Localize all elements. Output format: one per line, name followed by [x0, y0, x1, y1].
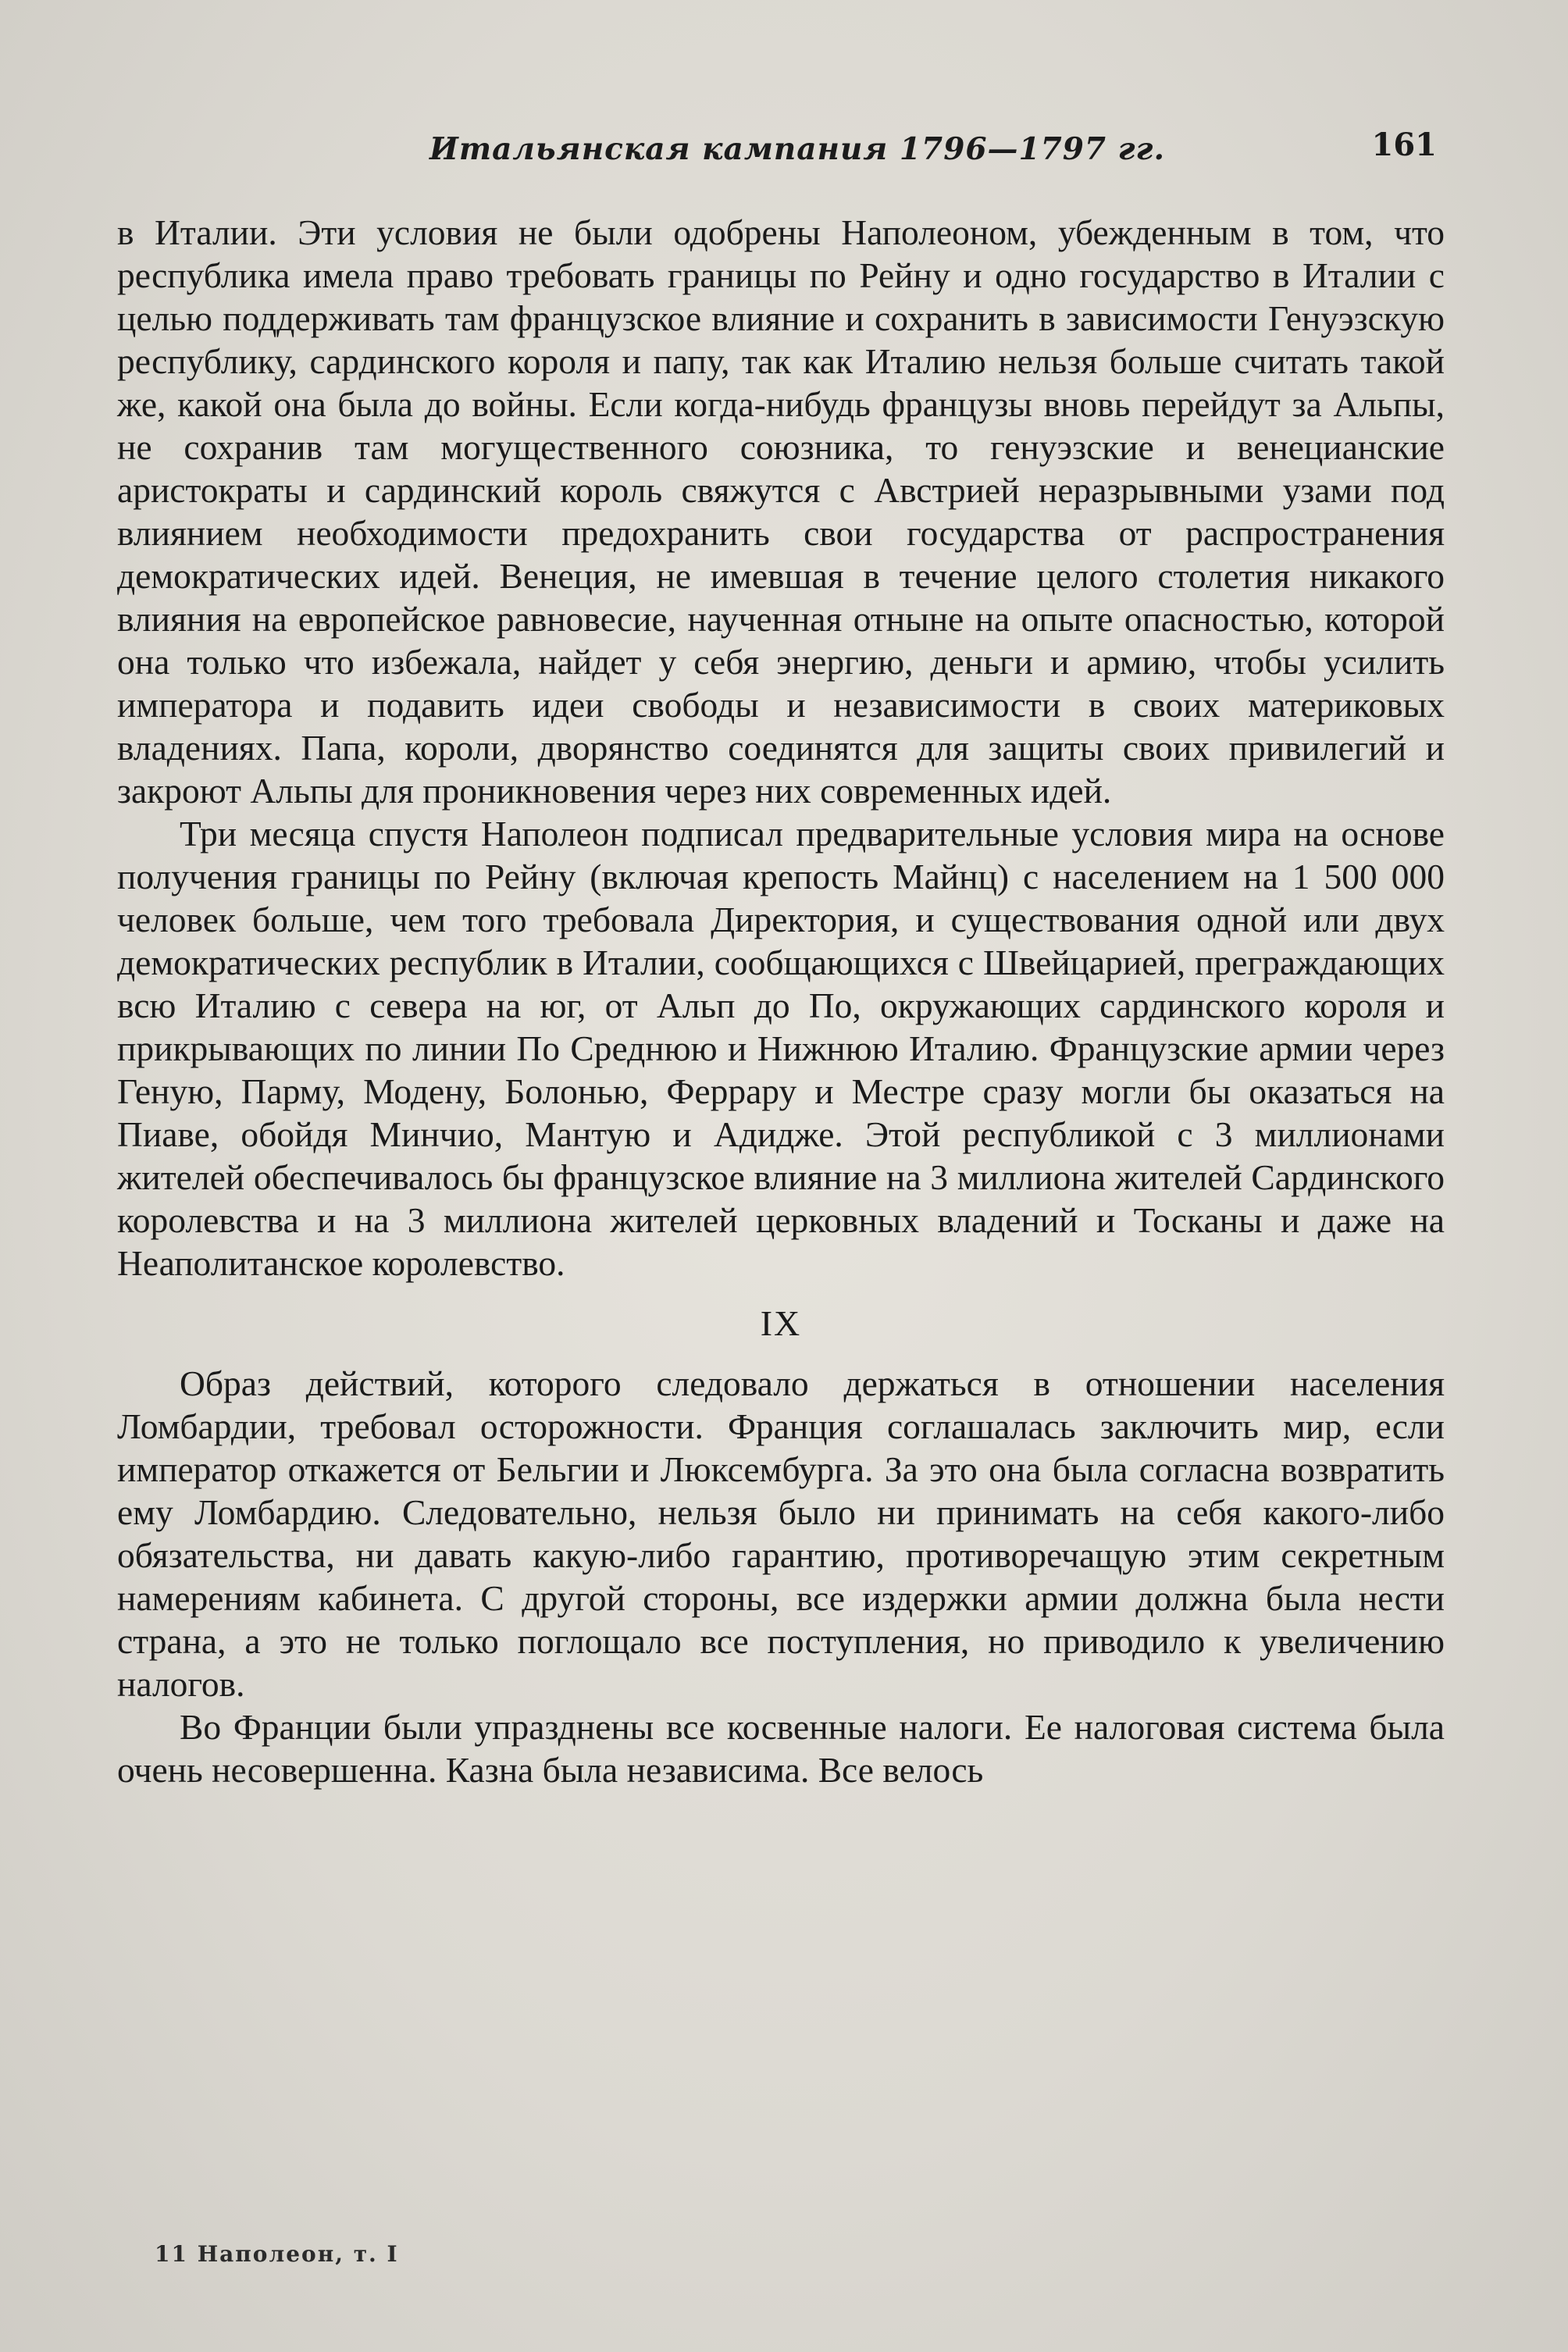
page-number: 161 [1371, 127, 1437, 163]
running-title: Итальянская кампания 1796—1797 гг. [429, 131, 1166, 167]
body-text [117, 211, 1445, 1791]
paragraph-continuation: в Италии. Эти условия не были одобрены Наполеоном, убежденным в том, что республика имела право требовать границы по Рейну и одно государство в Италии с целью поддерживать там французское влияние и сохранить в зависимости Генуэзскую республику, сардинского короля и папу, так как Италию нельзя больше считать такой же, какой она была до войны. Если когда-нибудь французы вновь перейдут за Альпы, не сохранив там могущественного союзника, то генуэзские и венецианские аристократы и сардинский король свяжутся с Австрией неразрывными узами под влиянием необходимости предохранить свои государства от распространения демократических идей. Венеция, не имевшая в течение целого столетия никакого влияния на европейское равновесие, наученная отныне на опыте опасностью, которой она только что избежала, найдет у себя энергию, деньги и армию, чтобы усилить императора и подавить идеи свободы и независимости в своих материковых владениях. Папа, короли, дворянство соединятся для защиты своих привилегий и закроют Альпы для проникновения через них современных идей. [117, 212, 1445, 811]
paragraph: Образ действий, которого следовало держаться в отношении населения Ломбардии, требовал осторожности. Франция соглашалась заключить мир, если император откажется от Бельгии и Люксембурга. За это она была согласна возвратить ему Ломбардию. Следовательно, нельзя было ни принимать на себя какого-либо обязательства, ни давать какую-либо гарантию, противоречащую этим секретным намерениям кабинета. С другой стороны, все издержки армии должна была нести страна, а это не только поглощало все поступления, но приводило к увеличению налогов. [117, 1363, 1445, 1704]
paragraph: Во Франции были упразднены все косвенные налоги. Ее налоговая система была очень несовершенна. Казна была независима. Все велось [117, 1707, 1445, 1790]
section-heading: IX [760, 1303, 802, 1343]
footer-signature: 11 Наполеон, т. I [155, 2241, 399, 2267]
page-header [117, 127, 1437, 178]
paragraph: Три месяца спустя Наполеон подписал предварительные условия мира на основе получения границы по Рейну (включая крепость Майнц) с населением на 1 500 000 человек больше, чем того требовала Директория, и существования одной или двух демократических республик в Италии, сообщающихся с Швейцарией, преграждающих всю Италию с севера на юг, от Альп до По, окружающих сардинского короля и прикрывающих по линии По Среднюю и Нижнюю Италию. Французские армии через Геную, Парму, Модену, Болонью, Феррару и Местре сразу могли бы оказаться на Пиаве, обойдя Минчио, Мантую и Адидже. Этой республикой с 3 миллионами жителей обеспечивалось бы французское влияние на 3 миллиона жителей Сардинского королевства и на 3 миллиона жителей церковных владений и Тосканы и даже на Неаполитанское королевство. [117, 814, 1445, 1283]
